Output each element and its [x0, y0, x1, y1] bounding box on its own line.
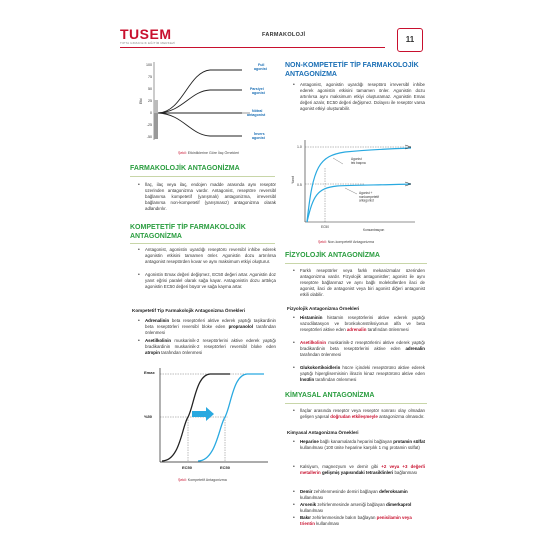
- top-tick: 1.0: [297, 145, 302, 149]
- header-rule: [120, 47, 385, 48]
- farm-bullet: • İlaç, ilaç veya ilaç, endojen madde arasında aynı reseptör üzerinden antagonizma vardır. Antagonist, reseptöre reversibl bağlanırsa kompetetif (yarışmalı) antagonizma, irreversibl bağlanırsa non-kompetetif (yarışmasız) antagonizma olarak adlandırılır.: [138, 182, 276, 212]
- kim-examples-subheading: Kimyasal Antagonizma Örnekleri: [287, 430, 359, 435]
- ytick-100: 100: [146, 63, 152, 67]
- divider: [285, 263, 427, 264]
- label-neutral: Nötral antagonist: [247, 109, 266, 118]
- inverse-agonist-curve: [158, 113, 242, 136]
- heading-nonkompetetif: NON-KOMPETETİF TİP FARMAKOLOJİK ANTAGONİZMA: [285, 62, 419, 78]
- ytick--50: -50: [146, 135, 152, 139]
- shift-arrow: [192, 407, 214, 421]
- komp-example-1: • Adrenalinin beta reseptörleri aktive ederek yaptığı taşikardinin beta reseptörleri reversibl bloke eden propranolol tarafından önlenmesi: [138, 318, 276, 336]
- kim-bullet: • İlaçlar arasında reseptör veya reseptör sonrası olay olmadan gelişen yapısal doğrudan etkileşmeyle antagonizma olmasıdır.: [293, 408, 425, 420]
- logo-subtitle: TIPTA UZMANLIK EĞİTİM MERKEZİ: [120, 41, 176, 45]
- emax-label: Emax: [144, 370, 155, 375]
- fiz-example-1: • Histaminin histamin reseptörlerini aktive ederek yaptığı vazodilatasyon ve bronkokonstriksiyonun alfa ve beta reseptörleri aktive eden adrenalin tarafından önlenmesi: [293, 315, 425, 333]
- fiz-example-3: • Glukokortikoidlerin hücre içindeki reseptörünü aktive ederek yaptığı hiperglisemisinin ilirazin kinaz reseptörünü aktive eden İnsülin tarafından önlenmesi: [293, 365, 425, 383]
- ec50-label-3: EC50: [321, 225, 329, 229]
- page-number: 11: [397, 28, 423, 52]
- komp-example-2: • Asetilkolinin muskarinik-2 reseptörlerini aktive ederek yaptığı bradikardinin muskarinik-2 reseptörleri reversibl bloke eden atropin tarafından önlenmesi: [138, 338, 276, 356]
- divider: [130, 243, 275, 244]
- examples-subheading: Kompetetif Tip Farmakolojik Antagonizma Örnekleri: [132, 308, 246, 313]
- agonist-noncomp-curve: [307, 184, 411, 222]
- ytick-50: 50: [148, 87, 152, 91]
- kim-example-2: • Kalsiyum, magnezyum ve demir gibi +2 veya +3 değerli metallerin gelişmiş yapısındaki tetrasiklinleri bağlanması: [293, 464, 425, 476]
- divider: [285, 403, 427, 404]
- heading-fizyolojik: FİZYOLOJİK ANTAGONİZMA: [285, 252, 380, 259]
- label-inverse: İnvers agonist: [252, 132, 265, 141]
- label-partial: Parsiyel agonist: [250, 87, 265, 96]
- agonist-curve: [162, 374, 230, 461]
- full-agonist-curve: [158, 70, 242, 113]
- non-bullet: • Antagonist, agonistin uyardığı reseptörü irreversibl inhibe ederek agonistin etkisini tamamen önler. Agonistin dozu artırılırsa aynı maksimum etkiyi oluşturamaz. Agonistin Emax değeri azalır, EC50 değeri değişmez. Dolayısı ile reseptör varsa agonist etkiyi oluşturabilir.: [293, 82, 425, 112]
- komp-bullet-2: • Agonistin Emax değeri değişmez, EC50 değeri artar. Agonistin doz yanıt eğrisi paralel olarak sağa kayar. Antagonistin dozu arttıkça agonistin EC50 değeri büyür ve sağa kayma artar.: [138, 272, 276, 290]
- kim-example-3: • Demir zehirlenmesinde demiri bağlayan deferoksamin kullanılması: [293, 489, 408, 501]
- y-axis-label: Etki: [139, 98, 143, 104]
- chart2-caption: Şekil: Kompetetif Antagonizma: [178, 478, 227, 482]
- label-full: Full agonist: [254, 63, 267, 72]
- y-axis-label-3: Yanıt: [291, 176, 295, 184]
- chart1-caption: Şekil: Etkinliklerine Göre İlaç Örnekleri: [178, 151, 240, 155]
- ec50-a-label: EC50: [182, 465, 193, 470]
- ytick--25: -25: [146, 123, 152, 127]
- efficacy-chart: [138, 60, 278, 152]
- heading-kimyasal: KİMYASAL ANTAGONİZMA: [285, 392, 375, 399]
- competitive-chart: [140, 366, 280, 476]
- ytick-0: 0: [150, 111, 152, 115]
- noncompetitive-chart: [285, 136, 425, 236]
- half-label: %50: [144, 414, 153, 419]
- section-title: FARMAKOLOJİ: [262, 32, 306, 38]
- heading-farmakolojik: FARMAKOLOJİK ANTAGONİZMA: [130, 165, 240, 172]
- mid-tick: 0.5: [297, 183, 302, 187]
- divider: [130, 176, 275, 177]
- heading-kompetetif: KOMPETETİF TİP FARMAKOLOJİK ANTAGONİZMA: [130, 224, 246, 240]
- komp-bullet-1: • Antagonist, agonistin uyardığı reseptörü reversibl inhibe ederek agonistin etkisini tamamen önler. Agonistin dozu artırılırsa antagonist reseptörden kovar ve aynı maksimum etkiyi oluşturur.: [138, 247, 276, 265]
- kim-example-4: • Arsenik zehirlenmesinde arseniği bağlayan dimerkaprol kullanılması: [293, 502, 412, 514]
- fiz-bullet: • Farklı reseptörler veya farklı mekanizmalar üzerinden antagonizma vardır. Fizyolojik antagonistler; agonist ile aynı reseptöre bağlanmaz ve aynı bağlı moleküllerden ilaci de agonist, ilaci de antagonist veya biri agonist diğeri antagonist etkili olabilir.: [293, 268, 425, 298]
- x-axis-label-3: Konsantrasyon: [363, 228, 385, 232]
- kim-example-1: • Heparine bağlı kanamalarda heparini bağlayan protamin sülfat kullanılması (100 ünite heparine karşılık 1 mg protamin sülfat): [293, 439, 425, 451]
- label-agonist-noncomp: Agonist + nonkompetetif antagonist: [359, 191, 380, 203]
- partial-agonist-curve: [158, 90, 242, 113]
- fiz-examples-subheading: Fizyolojik Antagonizma Örnekleri: [287, 306, 360, 311]
- chart3-caption: Şekil: Non-kompetetif Antagonizma: [318, 240, 374, 244]
- page-header: [0, 0, 550, 60]
- ytick-25: 25: [148, 99, 152, 103]
- ec50-b-label: EC50: [220, 465, 231, 470]
- logo: TUSEM: [120, 26, 172, 42]
- fiz-example-2: • Asetilkolinin muskarinik-2 reseptörlerini aktive ederek yaptığı bradikardinin beta reseptörlerini aktive eden adrenalin tarafından önlenmesi: [293, 340, 425, 358]
- kim-example-5: • Bakır zehirlenmesinde bakırı bağlayan penisilamin veya trientin kullanılması: [293, 515, 412, 527]
- label-agonist-alone: Agonist tek başına: [351, 157, 366, 165]
- ytick-75: 75: [148, 75, 152, 79]
